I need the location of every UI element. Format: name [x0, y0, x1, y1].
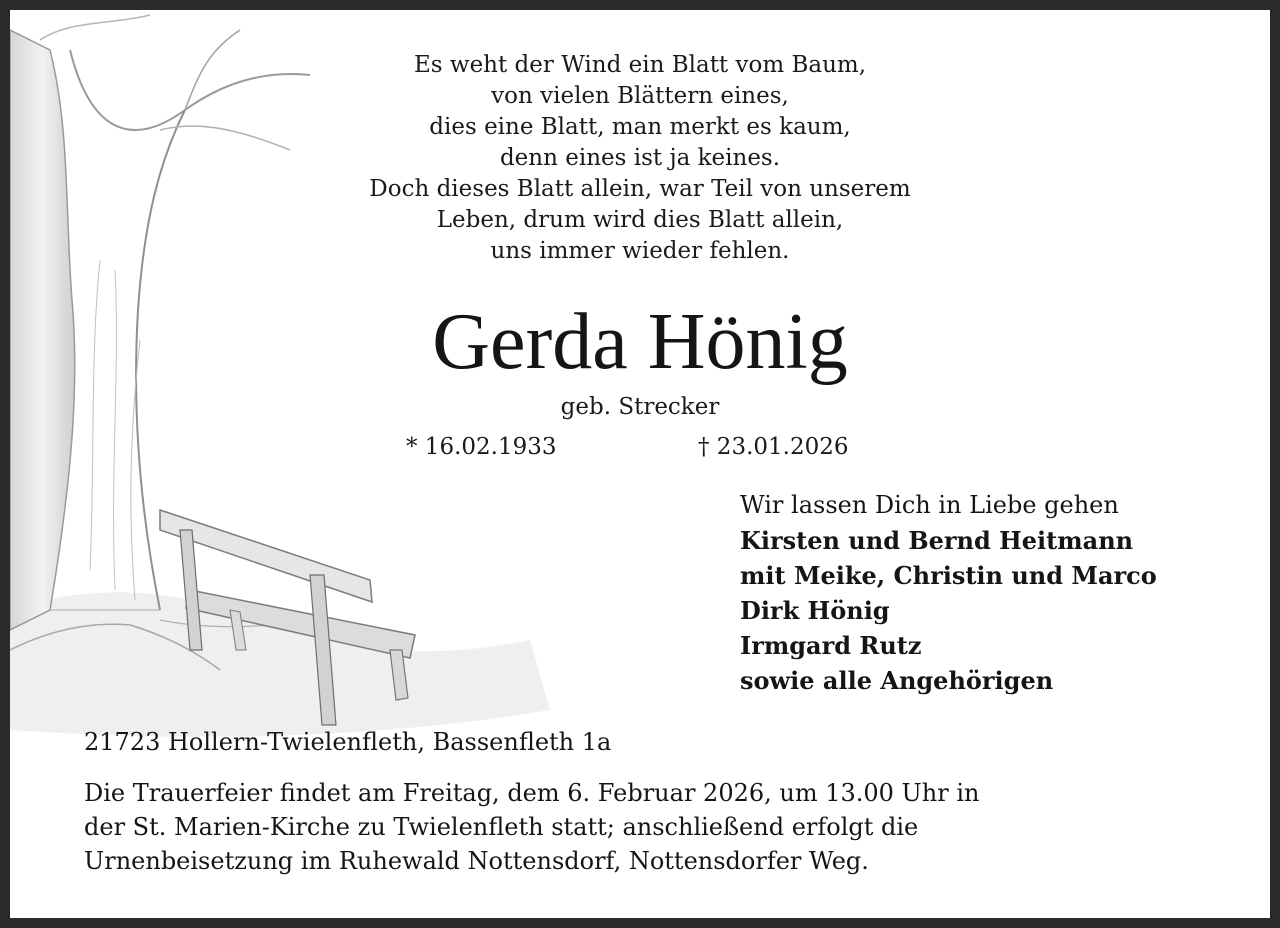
service-line: der St. Marien-Kirche zu Twielenfleth statt; anschließend erfolgt die — [84, 813, 919, 841]
poem-line: denn eines ist ja keines. — [499, 145, 781, 171]
birth-date: * 16.02.1933 — [406, 434, 557, 460]
poem-line: dies eine Blatt, man merkt es kaum, — [429, 114, 851, 140]
obituary-notice — [10, 10, 1270, 918]
family-address: 21723 Hollern-Twielenfleth, Bassenfleth 1a — [84, 728, 612, 756]
poem — [310, 50, 970, 267]
poem-line: Leben, drum wird dies Blatt allein, — [436, 207, 844, 233]
mourner-name: Dirk Hönig — [740, 596, 890, 625]
mourner-name: mit Meike, Christin und Marco — [740, 561, 1157, 590]
poem-line: uns immer wieder fehlen. — [490, 238, 790, 264]
service-line: Die Trauerfeier findet am Freitag, dem 6. Februar 2026, um 13.00 Uhr in — [84, 779, 980, 807]
funeral-service-info — [84, 776, 1234, 878]
poem-line: von vielen Blättern eines, — [491, 83, 789, 109]
mourner-name: Irmgard Rutz — [740, 631, 922, 660]
mourner-name: Kirsten und Bernd Heitmann — [740, 526, 1134, 555]
poem-line: Doch dieses Blatt allein, war Teil von unserem — [369, 176, 911, 202]
mourner-name: sowie alle Angehörigen — [740, 666, 1054, 695]
mourners-intro: Wir lassen Dich in Liebe gehen — [740, 491, 1119, 519]
deceased-name: Gerda Hönig — [432, 298, 848, 386]
death-date: † 23.01.2026 — [698, 434, 849, 460]
service-line: Urnenbeisetzung im Ruhewald Nottensdorf, Nottensdorfer Weg. — [84, 847, 869, 875]
mourners-block — [740, 488, 1260, 698]
poem-line: Es weht der Wind ein Blatt vom Baum, — [413, 52, 866, 78]
maiden-name: geb. Strecker — [560, 394, 720, 420]
